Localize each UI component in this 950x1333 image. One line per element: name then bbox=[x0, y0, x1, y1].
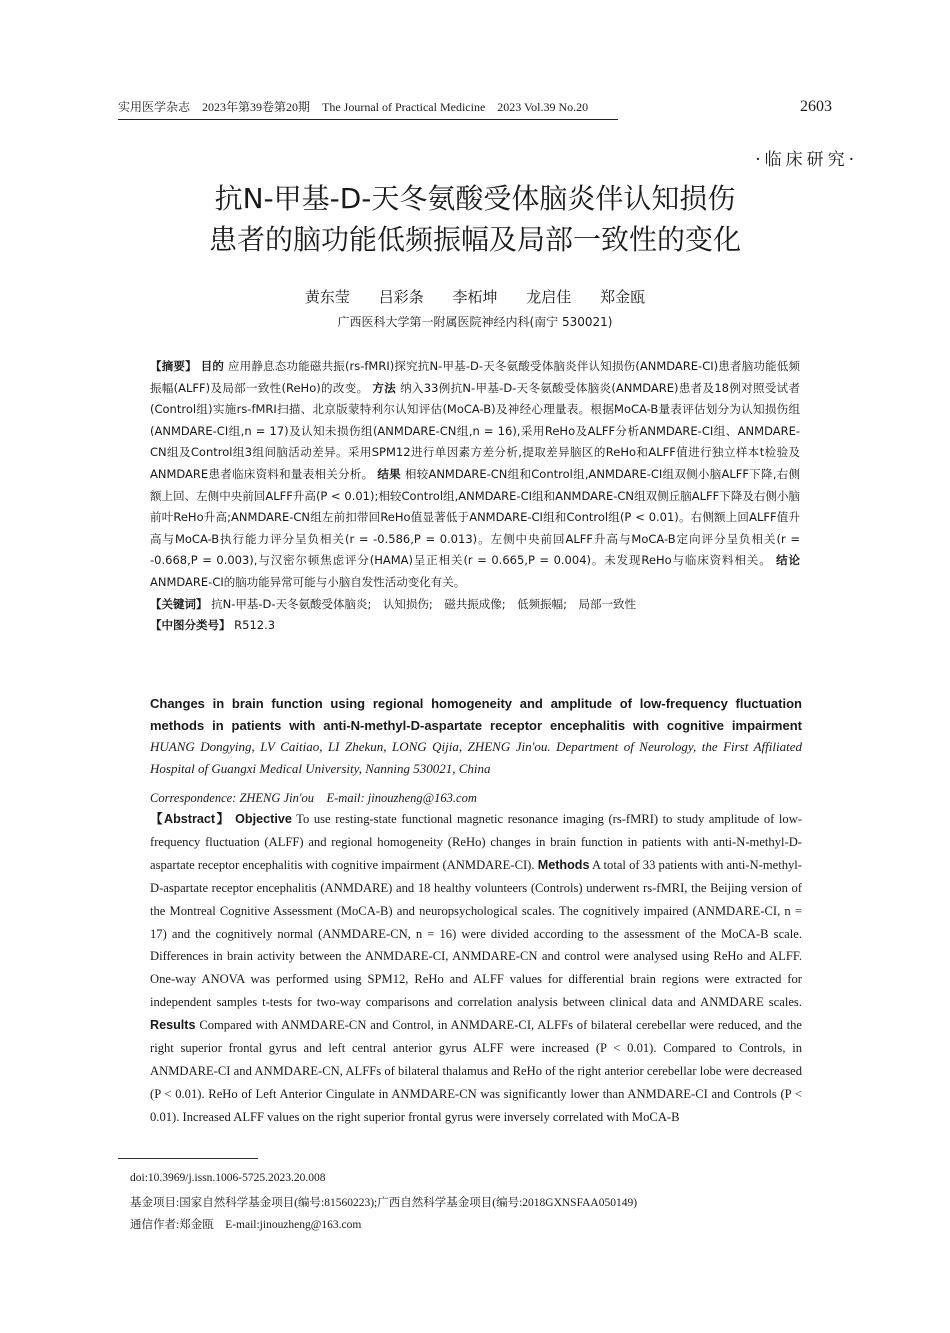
objective-en-text: To use resting-state functional magnetic resonance imaging (rs-fMRI) to study amplitude of low-frequency fluctuation (ALFF) and regional homogeneity (ReHo) changes in brain function in patients with anti-N-methyl-D-aspartate receptor encephalitis with cognitive impairment (ANMDARE-CI). bbox=[150, 812, 802, 872]
clc-label: 【中图分类号】 bbox=[150, 618, 231, 633]
methods-en-label: Methods bbox=[537, 857, 590, 872]
keywords bbox=[150, 594, 800, 616]
objective-en-label: Objective bbox=[235, 812, 292, 826]
author-list bbox=[0, 286, 950, 307]
footnote-corresponding: 通信作者:郑金瓯 E-mail:jinouzheng@163.com bbox=[130, 1219, 362, 1231]
abstract-en-label: 【Abstract】 bbox=[150, 812, 231, 826]
abstract-cn bbox=[150, 356, 800, 637]
footnote-doi: doi:10.3969/j.issn.1006-5725.2023.20.008 bbox=[130, 1172, 326, 1184]
title-line-1: 抗N-甲基-D-天冬氨酸受体脑炎伴认知损伤 bbox=[214, 182, 736, 215]
objective-cn-label: 目的 bbox=[200, 359, 225, 373]
conclusion-cn-label: 结论 bbox=[776, 553, 801, 568]
objective-cn-text: 应用静息态功能磁共振(rs-fMRI)探究抗N-甲基-D-天冬氨酸受体脑炎伴认知损伤(ANMDARE-CI)患者脑功能低频振幅(ALFF)及局部一致性(ReHo)的改变。 bbox=[150, 359, 801, 395]
author: 龙启佳 bbox=[526, 288, 572, 306]
abstract-en bbox=[150, 808, 802, 1129]
methods-cn-text: 纳入33例抗N-甲基-D-天冬氨酸受体脑炎(ANMDARE)患者及18例对照受试者(Control组)实施rs-fMRI扫描、北京版蒙特利尔认知评估(MoCA-B)及神经心理量表。根据MoCA-B量表评估划分为认知损伤组(ANMDARE-CI组,n = 17)及认知未损伤组(ANMDARE-CN组,n = 16),采用ReHo及ALFF分析ANMDARE-CI组、ANMDARE-CN组及Control组3组间脑活动差异。采用SPM12进行单因素方差分析,提取差异脑区的ReHo和ALFF值进行独立样本t检验及ANMDARE患者临床资料和量表相关分析。 bbox=[150, 380, 801, 481]
keywords-text: 抗N-甲基-D-天冬氨酸受体脑炎; 认知损伤; 磁共振成像; 低频振幅; 局部一致性 bbox=[211, 596, 637, 611]
section-label: ·临床研究· bbox=[755, 150, 858, 170]
english-authors-affiliation: HUANG Dongying, LV Caitiao, LI Zhekun, LONG Qijia, ZHENG Jin'ou. Department of Neurology, the First Affiliated Hospital of Guangxi Medical University, Nanning 530021, China bbox=[150, 739, 802, 776]
title-line-2: 患者的脑功能低频振幅及局部一致性的变化 bbox=[208, 223, 741, 256]
abstract-cn-label: 【摘要】 bbox=[150, 359, 197, 373]
author: 李柘坤 bbox=[452, 288, 498, 306]
page-number: 2603 bbox=[800, 98, 832, 115]
affiliation: 广西医科大学第一附属医院神经内科(南宁 530021) bbox=[337, 315, 613, 329]
results-en-label: Results bbox=[150, 1018, 196, 1033]
methods-en-text: A total of 33 patients with anti-N-methyl-D-aspartate receptor encephalitis (ANMDARE) and 18 healthy volunteers (Controls) underwent rs-fMRI, the Beijing version of the Montreal Cognitive Assessment (MoCA-B) and neuropsychological scales. The cognitively impaired (ANMDARE-CI, n = 17) and the cognitively normal (ANMDARE-CN, n = 16) were divided according to the assessment of the MoCA-B scale. Differences in brain activity between the ANMDARE-CI, ANMDARE-CN and control were analysed using ReHo and ALFF. One-way ANOVA was performed using SPM12, ReHo and ALFF values for differential brain regions were extracted for independent samples t-tests for two-way comparisons and correlation analysis between clinical data and ANMDARE scales. bbox=[150, 857, 802, 1010]
footnote-funding: 基金项目:国家自然科学基金项目(编号:81560223);广西自然科学基金项目(编号:2018GXNSFAA050149) bbox=[130, 1197, 638, 1209]
abstract-cn-body bbox=[150, 356, 800, 594]
keywords-label: 【关键词】 bbox=[150, 596, 208, 611]
article-title bbox=[0, 178, 950, 260]
english-title-block bbox=[150, 693, 802, 779]
footnote-divider bbox=[118, 1158, 258, 1159]
correspondence: Correspondence: ZHENG Jin'ou E-mail: jinouzheng@163.com bbox=[150, 791, 477, 805]
clc-value: R512.3 bbox=[234, 618, 276, 633]
english-title: Changes in brain function using regional homogeneity and amplitude of low-frequency fluctuation methods in patients with anti-N-methyl-D-aspartate receptor encephalitis with cognitive impairment bbox=[150, 696, 802, 733]
methods-cn-label: 方法 bbox=[372, 380, 397, 395]
running-header-text: 实用医学杂志 2023年第39卷第20期 The Journal of Practical Medicine 2023 Vol.39 No.20 bbox=[118, 100, 589, 114]
author: 郑金瓯 bbox=[600, 288, 646, 306]
running-header bbox=[118, 98, 618, 120]
author: 黄东莹 bbox=[304, 288, 350, 306]
author: 吕彩条 bbox=[378, 288, 424, 306]
clc-number bbox=[150, 615, 800, 637]
results-cn-label: 结果 bbox=[377, 466, 401, 481]
results-cn-text: 相较ANMDARE-CN组和Control组,ANMDARE-CI组双侧小脑ALFF下降,右侧额上回、左侧中央前回ALFF升高(P < 0.01);相较Control组,ANMDARE-CI组和ANMDARE-CN组双侧丘脑ALFF下降及右侧小脑前叶ReHo升高;ANMDARE-CN组左前扣带回ReHo值显著低于ANMDARE-CI组和Control组(P < 0.01)。右侧额上回ALFF值升高与MoCA-B执行能力评分呈负相关(r = -0.586,P = 0.013)。左侧中央前回ALFF升高与MoCA-B定向评分呈负相关(r = -0.668,P = 0.003),与汉密尔顿焦虑评分(HAMA)呈正相关(r = 0.665,P = 0.004)。未发现ReHo与临床资料相关。 bbox=[150, 466, 801, 568]
conclusion-cn-text: ANMDARE-CI的脑功能异常可能与小脑自发性活动变化有关。 bbox=[150, 574, 466, 589]
results-en-text: Compared with ANMDARE-CN and Control, in ANMDARE-CI, ALFFs of bilateral cerebellar were reduced, and the right superior frontal gyrus and left central anterior gyrus ALFF were increased (P < 0.01). Compared to Controls, in ANMDARE-CI and ANMDARE-CN, ALFFs of bilateral thalamus and ReHo of the right anterior cerebellar lobe were decreased (P < 0.01). ReHo of Left Anterior Cingulate in ANMDARE-CN was significantly lower than ANMDARE-CI and Controls (P < 0.01). Increased ALFF values on the right superior frontal gyrus were inversely correlated with MoCA-B bbox=[150, 1018, 802, 1124]
